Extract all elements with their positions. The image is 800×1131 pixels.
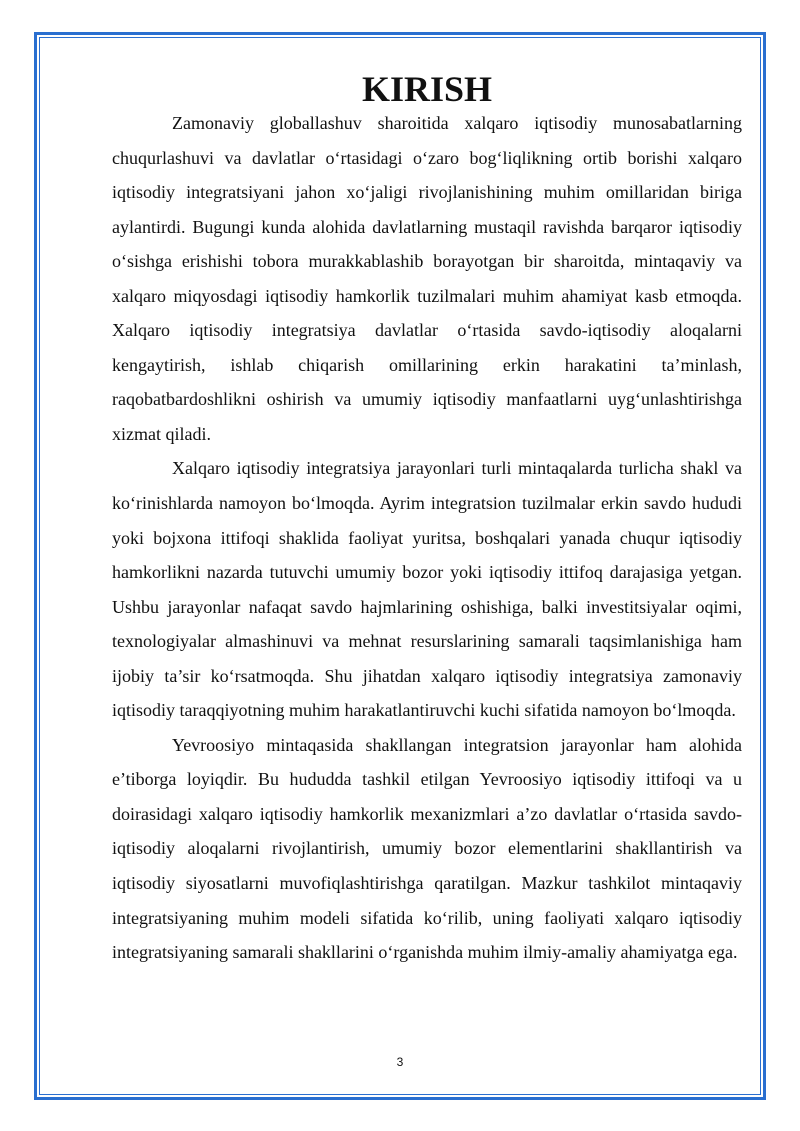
page-number: 3 xyxy=(396,1055,404,1069)
document-body xyxy=(112,69,742,970)
section-title: KIRISH xyxy=(361,69,493,109)
paragraph-1: Zamonaviy globallashuv sharoitida xalqaro iqtisodiy munosabatlarning chuqurlashuvi va davlatlar o‘rtasidagi o‘zaro bog‘liqlikning ortib borishi xalqaro iqtisodiy integratsiyani jahon xo‘jaligi rivojlanishining muhim omillaridan biriga aylantirdi. Bugungi kunda alohida davlatlarning mustaqil ravishda barqaror iqtisodiy o‘sishga erishishi tobora murakkablashib borayotgan bir sharoitda, mintaqaviy va xalqaro miqyosdagi iqtisodiy hamkorlik tuzilmalari muhim ahamiyat kasb etmoqda. Xalqaro iqtisodiy integratsiya davlatlar o‘rtasida savdo-iqtisodiy aloqalarni kengaytirish, ishlab chiqarish omillarining erkin harakatini ta’minlash, raqobatbardoshlikni oshirish va umumiy iqtisodiy manfaatlarni uyg‘unlashtirishga xizmat qiladi. xyxy=(112,113,742,444)
paragraph-2: Xalqaro iqtisodiy integratsiya jarayonlari turli mintaqalarda turlicha shakl va ko‘rinishlarda namoyon bo‘lmoqda. Ayrim integratsion tuzilmalar erkin savdo hududi yoki bojxona ittifoqi shaklida faoliyat yuritsa, boshqalari yanada chuqur iqtisodiy hamkorlikni nazarda tutuvchi umumiy bozor yoki iqtisodiy ittifoq darajasiga yetgan. Ushbu jarayonlar nafaqat savdo hajmlarining oshishiga, balki investitsiyalar oqimi, texnologiyalar almashinuvi va mehnat resurslarining samarali taqsimlanishiga ham ijobiy ta’sir ko‘rsatmoqda. Shu jihatdan xalqaro iqtisodiy integratsiya zamonaviy iqtisodiy taraqqiyotning muhim harakatlantiruvchi kuchi sifatida namoyon bo‘lmoqda. xyxy=(112,458,742,721)
paragraph-3: Yevroosiyo mintaqasida shakllangan integratsion jarayonlar ham alohida e’tiborga loyiqdir. Bu hududda tashkil etilgan Yevroosiyo iqtisodiy ittifoqi va u doirasidagi xalqaro iqtisodiy hamkorlik mexanizmlari a’zo davlatlar o‘rtasida savdo-iqtisodiy aloqalarni rivojlantirish, umumiy bozor elementlarini shakllantirish va iqtisodiy siyosatlarni muvofiqlashtirishga qaratilgan. Mazkur tashkilot mintaqaviy integratsiyaning muhim modeli sifatida ko‘rilib, uning faoliyati xalqaro iqtisodiy integratsiyaning samarali shakllarini o‘rganishda muhim ilmiy-amaliy ahamiyatga ega. xyxy=(112,734,742,963)
